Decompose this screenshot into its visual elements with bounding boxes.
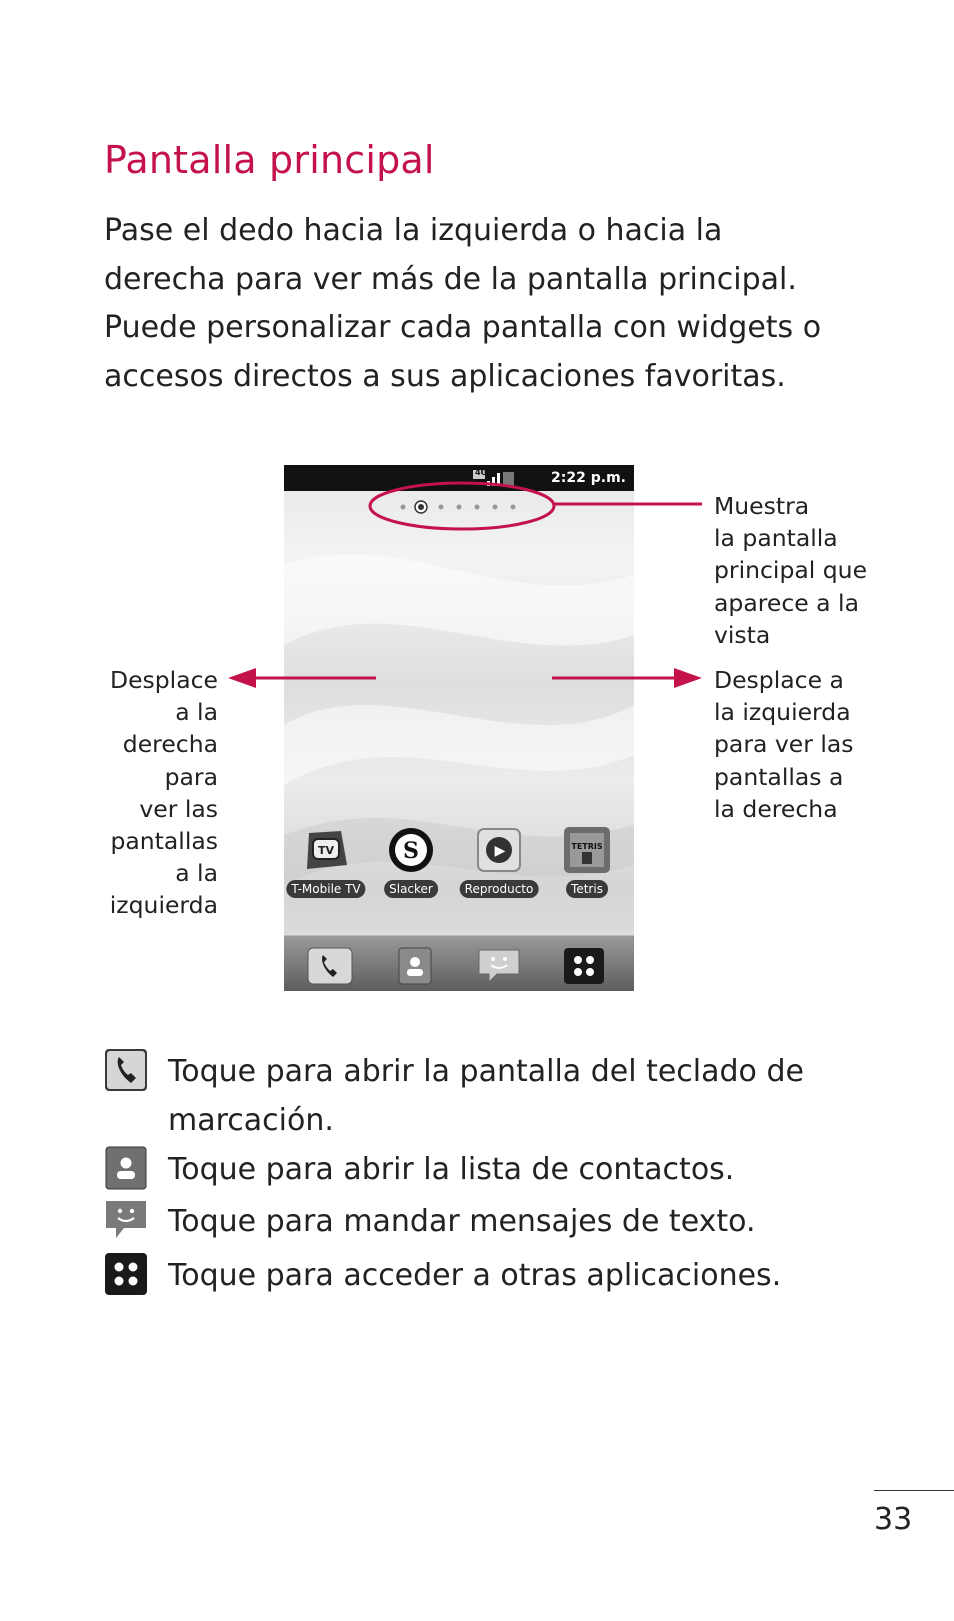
- callout-line: para: [164, 762, 218, 791]
- messaging-icon: [104, 1198, 148, 1242]
- callout-line: aparece a la: [714, 588, 859, 617]
- callout-line: ver las: [139, 794, 218, 823]
- feature-item-applications: [104, 1252, 864, 1302]
- feature-line: Toque para abrir la pantalla del teclado de: [168, 1054, 804, 1089]
- callout-line: la pantalla: [714, 524, 838, 553]
- callout-swipe-left: [90, 664, 218, 922]
- footer-rule: [874, 1490, 954, 1491]
- callout-swipe-right: [714, 664, 854, 825]
- callout-line: la izquierda: [714, 698, 851, 727]
- feature-item-contacts: [104, 1146, 864, 1196]
- phone-icon: [104, 1048, 148, 1092]
- callout-line: izquierda: [109, 891, 218, 920]
- app-label: Tetris: [566, 880, 608, 898]
- page-number: 33: [874, 1502, 913, 1537]
- feature-item-messaging: [104, 1198, 864, 1248]
- network-badge: 4G: [475, 468, 488, 477]
- callout-line: para ver las: [714, 730, 854, 759]
- intro-line: Puede personalizar cada pantalla con widgets o: [104, 310, 822, 345]
- callout-line: vista: [714, 620, 771, 649]
- callout-line: a la: [175, 698, 218, 727]
- tmobile-tv-glyph: TV: [317, 844, 335, 857]
- app-label: Slacker: [384, 880, 438, 898]
- feature-text: Toque para mandar mensajes de texto.: [168, 1204, 756, 1239]
- status-clock: 2:22 p.m.: [551, 470, 626, 486]
- page-title: Pantalla principal: [104, 138, 435, 182]
- callout-line: Desplace: [109, 666, 218, 694]
- callout-line: la derecha: [714, 794, 838, 823]
- feature-text: Toque para acceder a otras aplicaciones.: [168, 1258, 782, 1293]
- callout-line: a la: [175, 859, 218, 888]
- slacker-glyph: S: [403, 838, 419, 864]
- intro-line: Pase el dedo hacia la izquierda o hacia la: [104, 213, 723, 248]
- callout-current-screen: [714, 490, 867, 651]
- tetris-glyph: TETRIS: [571, 842, 603, 851]
- callout-line: derecha: [122, 730, 218, 759]
- contacts-icon: [104, 1146, 148, 1190]
- callout-line: Desplace a: [714, 666, 844, 694]
- feature-item-dialer: [104, 1048, 864, 1148]
- callout-line: Muestra: [714, 492, 810, 520]
- arrow-left-icon: [228, 668, 256, 688]
- intro-line: accesos directos a sus aplicaciones favoritas.: [104, 358, 786, 394]
- callout-line: principal que: [714, 556, 868, 585]
- callout-line: pantallas: [110, 827, 218, 856]
- feature-text: [168, 1048, 868, 1145]
- feature-text: Toque para abrir la lista de contactos.: [168, 1152, 735, 1187]
- feature-line: marcación.: [168, 1102, 334, 1138]
- app-label: Reproducto: [460, 880, 539, 898]
- app-label: T-Mobile TV: [286, 880, 365, 898]
- intro-line: derecha para ver más de la pantalla principal.: [104, 261, 797, 297]
- player-glyph: ▶: [494, 843, 506, 859]
- applications-icon: [104, 1252, 148, 1296]
- arrow-right-icon: [674, 668, 702, 688]
- indicator-highlight: [370, 483, 554, 529]
- callout-line: pantallas a: [714, 762, 844, 791]
